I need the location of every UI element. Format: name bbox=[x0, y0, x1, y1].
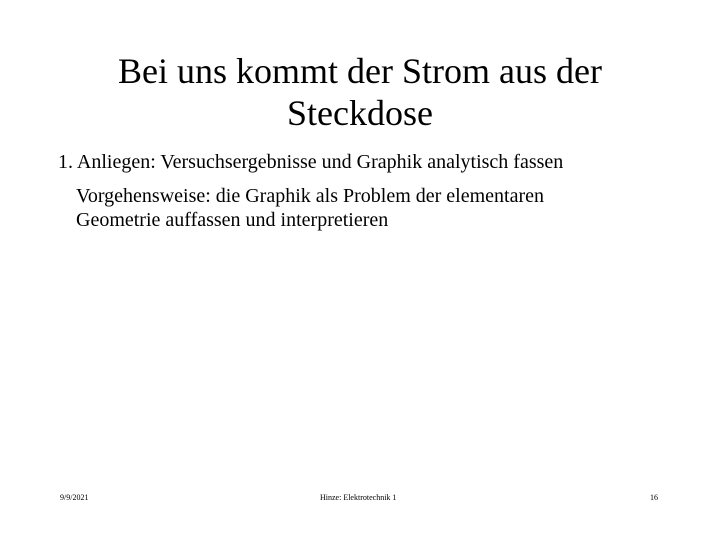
bullet-list bbox=[58, 150, 698, 242]
title-line: Bei uns kommt der Strom aus der bbox=[118, 51, 602, 91]
bullet-text: 1. Anliegen: Versuchsergebnisse und Graphik analytisch fassen bbox=[58, 151, 564, 173]
bullet-item-vorgehensweise bbox=[58, 184, 698, 232]
slide-title bbox=[40, 50, 680, 134]
footer-date: 9/9/2021 bbox=[60, 493, 89, 502]
bullet-item-anliegen bbox=[58, 150, 698, 174]
bullet-text: Geometrie auffassen und interpretieren bbox=[76, 209, 389, 231]
title-line: Steckdose bbox=[287, 93, 433, 133]
footer-text: Hinze: Elektrotechnik 1 bbox=[320, 493, 397, 502]
bullet-text: Vorgehensweise: die Graphik als Problem der elementaren bbox=[76, 185, 545, 207]
page-number: 16 bbox=[650, 493, 658, 502]
